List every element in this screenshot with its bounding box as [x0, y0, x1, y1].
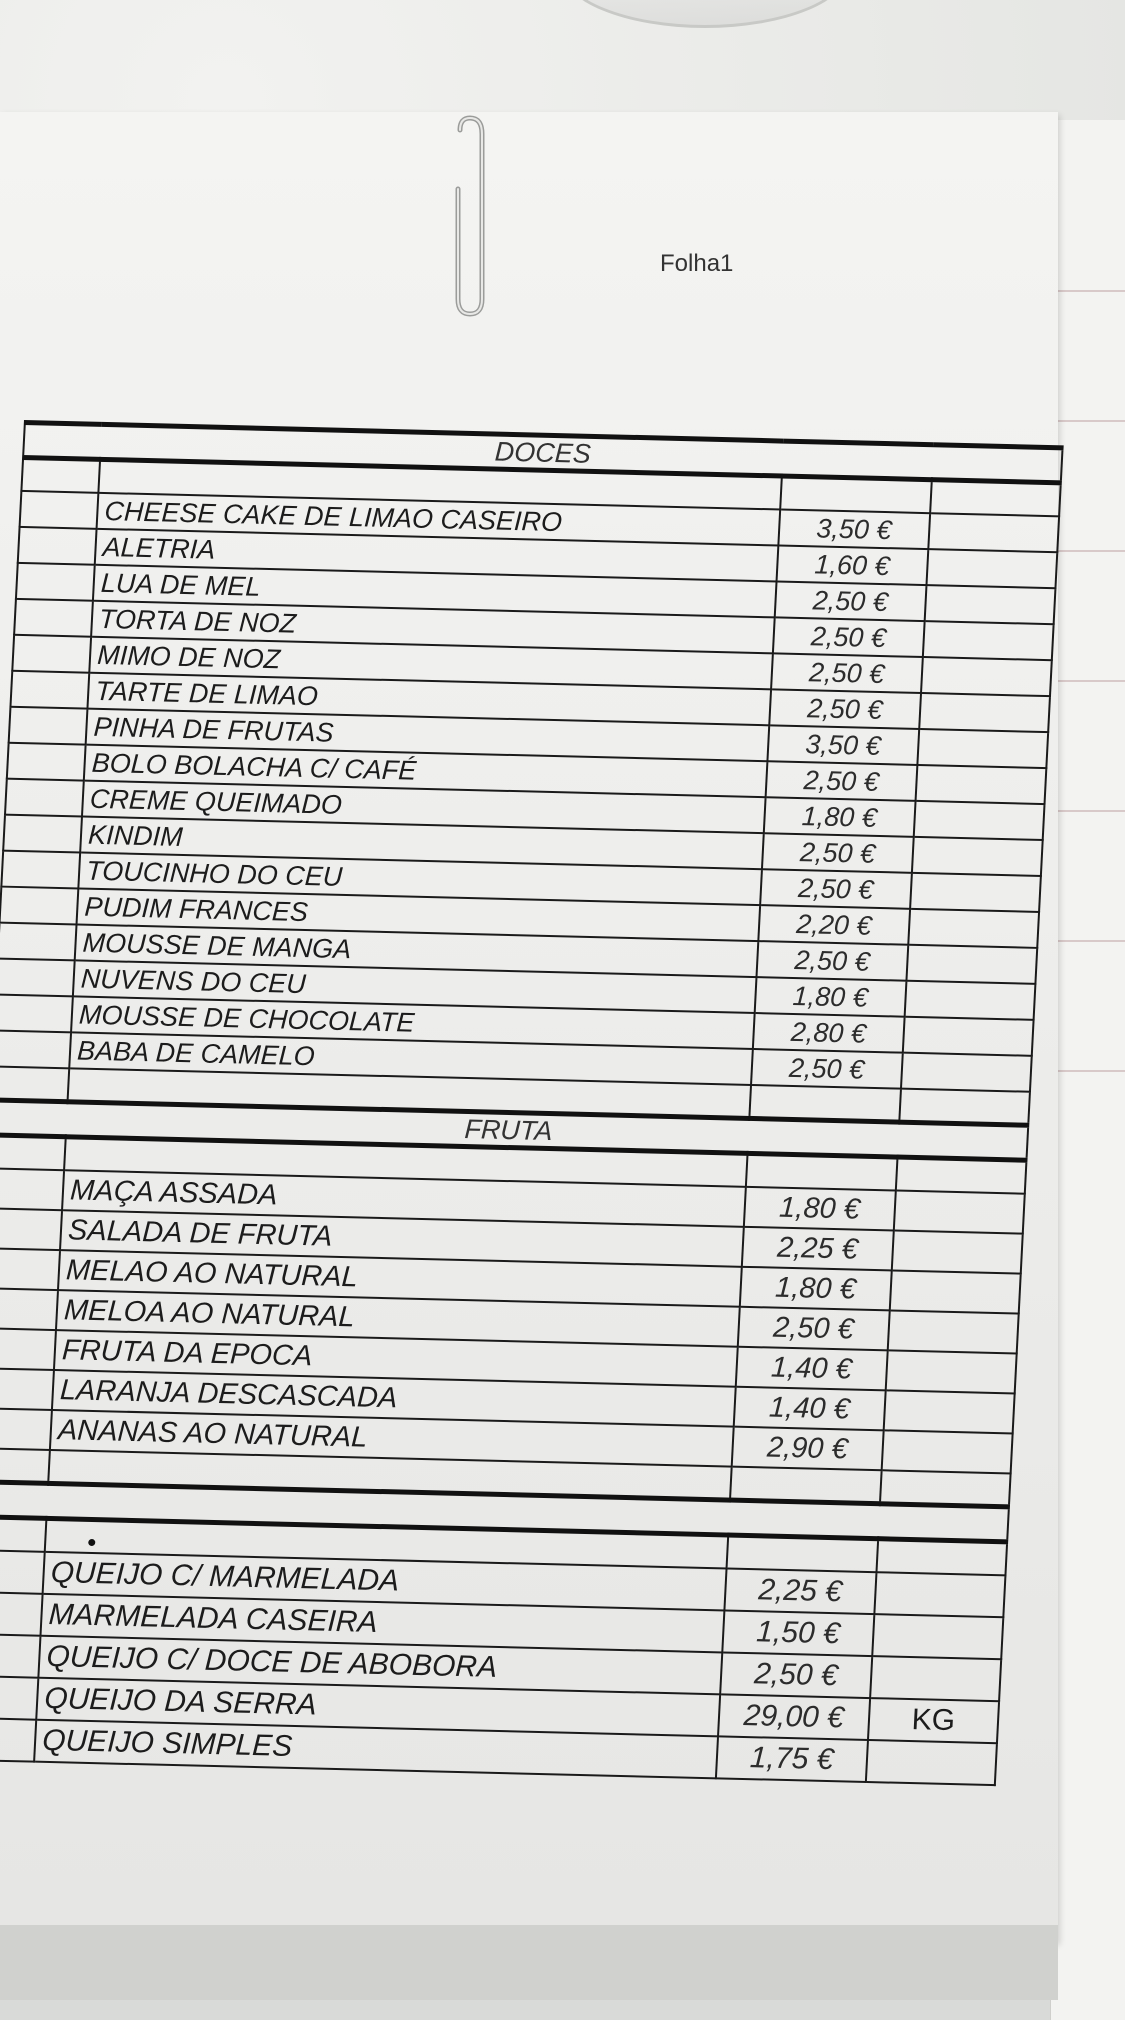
empty-cell	[21, 457, 100, 492]
item-name: TOUCINHO DO CEU	[78, 853, 761, 906]
item-unit	[913, 801, 1044, 840]
empty-cell	[730, 1467, 882, 1504]
item-price: 2,50 €	[720, 1652, 872, 1698]
item-unit	[874, 1572, 1005, 1617]
item-name: MOUSSE DE CHOCOLATE	[71, 996, 754, 1049]
item-price: 2,20 €	[758, 905, 910, 945]
item-unit	[883, 1390, 1014, 1433]
item-unit	[866, 1740, 997, 1785]
item-price: 2,80 €	[753, 1013, 905, 1053]
item-unit	[903, 1017, 1034, 1056]
item-unit	[892, 1230, 1023, 1273]
item-price: 1,80 €	[739, 1267, 891, 1311]
empty-cell	[1, 851, 80, 889]
item-price: 2,50 €	[762, 833, 914, 873]
item-name: MELAO AO NATURAL	[58, 1250, 741, 1307]
item-price: 1,50 €	[722, 1610, 874, 1656]
item-price: 29,00 €	[718, 1694, 870, 1740]
item-name: PUDIM FRANCES	[77, 888, 760, 941]
item-price: 2,50 €	[773, 617, 925, 657]
item-name: CREME QUEIMADO	[82, 781, 765, 834]
adjacent-paper-sheet	[1050, 120, 1125, 2020]
item-price: 2,50 €	[769, 689, 921, 729]
item-name: SALADA DE FRUTA	[60, 1210, 743, 1267]
item-name: MARMELADA CASEIRA	[41, 1594, 725, 1653]
item-name: PINHA DE FRUTAS	[86, 709, 769, 762]
price-table	[0, 420, 1064, 1786]
empty-cell	[896, 1157, 1027, 1194]
item-unit	[904, 981, 1035, 1020]
item-price: 2,50 €	[771, 653, 923, 693]
item-price: 2,25 €	[724, 1568, 876, 1614]
empty-cell	[0, 923, 77, 961]
item-unit	[908, 909, 1039, 948]
item-unit	[906, 945, 1037, 984]
empty-cell	[0, 1030, 71, 1068]
empty-cell	[0, 887, 78, 925]
empty-cell	[0, 1368, 54, 1410]
empty-cell	[780, 476, 932, 513]
paperclip-icon	[450, 114, 490, 319]
empty-cell	[16, 563, 95, 601]
empty-cell	[0, 1634, 41, 1678]
empty-cell	[0, 1066, 69, 1101]
item-price: 1,40 €	[733, 1387, 885, 1431]
empty-cell	[0, 1328, 56, 1370]
empty-cell	[9, 707, 88, 745]
item-price: 2,50 €	[737, 1307, 889, 1351]
item-price: 2,50 €	[774, 581, 926, 621]
empty-cell	[749, 1085, 901, 1122]
item-price: 3,50 €	[778, 509, 930, 549]
empty-cell	[0, 959, 75, 997]
item-unit	[919, 693, 1050, 732]
item-unit	[872, 1614, 1003, 1659]
section-heading: FRUTA	[0, 1100, 1028, 1160]
empty-cell	[0, 1516, 47, 1551]
empty-cell	[20, 491, 99, 529]
empty-cell	[0, 1408, 52, 1450]
item-unit	[910, 873, 1041, 912]
item-price: 1,60 €	[776, 545, 928, 585]
item-unit	[889, 1270, 1020, 1313]
empty-cell	[0, 1592, 43, 1636]
item-name: TORTA DE NOZ	[91, 601, 774, 654]
empty-cell	[18, 527, 97, 565]
item-price: 2,50 €	[751, 1049, 903, 1089]
item-name: CHEESE CAKE DE LIMAO CASEIRO	[97, 493, 780, 546]
item-price: 3,50 €	[767, 725, 919, 765]
item-unit	[912, 837, 1043, 876]
item-unit: KG	[868, 1698, 999, 1743]
item-price: 1,80 €	[744, 1187, 896, 1231]
empty-cell	[0, 1135, 66, 1170]
item-unit	[926, 549, 1057, 588]
table-surface-bottom	[0, 1925, 1058, 2000]
empty-cell	[7, 743, 86, 781]
item-unit	[921, 657, 1052, 696]
item-price: 1,80 €	[763, 797, 915, 837]
item-unit	[915, 765, 1046, 804]
item-price: 1,75 €	[716, 1736, 868, 1782]
empty-cell	[0, 1208, 62, 1250]
empty-cell	[0, 994, 73, 1032]
empty-cell	[0, 1718, 36, 1762]
item-name: ALETRIA	[95, 529, 778, 582]
item-price: 2,50 €	[760, 869, 912, 909]
empty-cell	[0, 1448, 50, 1483]
empty-cell	[726, 1535, 878, 1572]
item-name: QUEIJO SIMPLES	[34, 1720, 718, 1779]
item-name: FRUTA DA EPOCA	[54, 1330, 737, 1387]
empty-cell	[876, 1539, 1007, 1576]
empty-cell	[0, 1168, 64, 1210]
empty-cell	[0, 1550, 45, 1594]
item-name: KINDIM	[80, 817, 763, 870]
empty-cell	[930, 480, 1061, 517]
item-name: ANANAS AO NATURAL	[50, 1410, 733, 1467]
item-unit	[923, 621, 1054, 660]
item-name: QUEIJO C/ DOCE DE ABOBORA	[38, 1636, 722, 1695]
item-name: MELOA AO NATURAL	[56, 1290, 739, 1347]
item-name: BABA DE CAMELO	[69, 1032, 752, 1085]
empty-cell	[899, 1089, 1030, 1126]
sheet-title: Folha1	[660, 250, 734, 277]
item-unit	[917, 729, 1048, 768]
item-unit	[870, 1656, 1001, 1701]
item-name: QUEIJO DA SERRA	[36, 1678, 720, 1737]
item-price: 1,80 €	[754, 977, 906, 1017]
item-price: 2,50 €	[765, 761, 917, 801]
empty-cell	[5, 779, 84, 817]
empty-cell	[12, 635, 91, 673]
empty-cell	[880, 1470, 1011, 1507]
item-unit	[885, 1350, 1016, 1393]
item-name: TARTE DE LIMAO	[88, 673, 771, 726]
item-name: QUEIJO C/ MARMELADA	[43, 1552, 727, 1611]
empty-cell	[14, 599, 93, 637]
item-unit	[894, 1191, 1025, 1234]
item-name: MIMO DE NOZ	[89, 637, 772, 690]
item-unit	[924, 585, 1055, 624]
item-unit	[901, 1053, 1032, 1092]
empty-cell	[10, 671, 89, 709]
item-unit	[881, 1430, 1012, 1473]
empty-cell	[746, 1153, 898, 1190]
item-unit	[887, 1310, 1018, 1353]
ink-dot	[88, 1538, 95, 1545]
item-name: LUA DE MEL	[93, 565, 776, 618]
item-name: BOLO BOLACHA C/ CAFÉ	[84, 745, 767, 798]
empty-cell	[0, 1248, 60, 1290]
item-name: NUVENS DO CEU	[73, 960, 756, 1013]
empty-cell	[0, 1288, 58, 1330]
section-heading: DOCES	[23, 423, 1062, 483]
item-price: 1,40 €	[735, 1347, 887, 1391]
item-name: MAÇA ASSADA	[62, 1170, 745, 1227]
empty-cell	[0, 1676, 38, 1720]
item-unit	[928, 513, 1059, 552]
item-price: 2,90 €	[731, 1427, 883, 1471]
item-name: LARANJA DESCASCADA	[52, 1370, 735, 1427]
item-price: 2,50 €	[756, 941, 908, 981]
item-name: MOUSSE DE MANGA	[75, 924, 758, 977]
item-price: 2,25 €	[742, 1227, 894, 1271]
empty-cell	[3, 815, 82, 853]
